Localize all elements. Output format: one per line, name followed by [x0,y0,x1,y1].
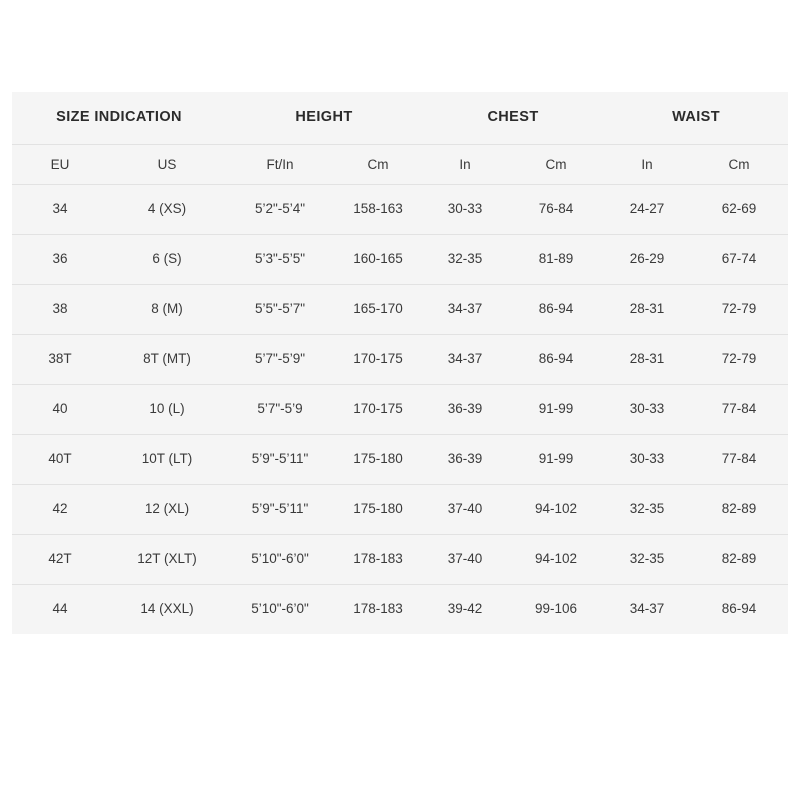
subheader-us: US [108,145,226,185]
cell-us: 4 (XS) [108,185,226,235]
cell-eu: 38T [12,335,108,385]
cell-us: 12 (XL) [108,485,226,535]
cell-height-ftin: 5’2"-5’4" [226,185,334,235]
cell-waist-cm: 72-79 [690,285,788,335]
cell-chest-in: 37-40 [422,534,508,584]
cell-height-ftin: 5’3"-5’5" [226,235,334,285]
cell-chest-cm: 91-99 [508,435,604,485]
cell-waist-cm: 67-74 [690,235,788,285]
cell-waist-cm: 82-89 [690,534,788,584]
cell-height-cm: 175-180 [334,435,422,485]
table-row [12,185,788,235]
cell-waist-cm: 77-84 [690,435,788,485]
cell-chest-in: 36-39 [422,385,508,435]
cell-height-ftin: 5’7"-5’9" [226,335,334,385]
table-row [12,435,788,485]
cell-eu: 44 [12,584,108,633]
cell-eu: 34 [12,185,108,235]
cell-chest-in: 34-37 [422,335,508,385]
cell-waist-in: 32-35 [604,485,690,535]
cell-us: 10T (LT) [108,435,226,485]
cell-chest-cm: 86-94 [508,335,604,385]
cell-eu: 40T [12,435,108,485]
cell-us: 8T (MT) [108,335,226,385]
group-header-chest: CHEST [422,92,604,145]
cell-height-cm: 160-165 [334,235,422,285]
group-header-size-indication: SIZE INDICATION [12,92,226,145]
group-header-height: HEIGHT [226,92,422,145]
cell-eu: 42 [12,485,108,535]
cell-us: 12T (XLT) [108,534,226,584]
size-chart-container [12,92,788,634]
table-row [12,385,788,435]
cell-chest-in: 37-40 [422,485,508,535]
cell-height-cm: 170-175 [334,335,422,385]
subheader-row [12,145,788,185]
cell-height-ftin: 5’10"-6’0" [226,534,334,584]
table-head [12,92,788,185]
cell-waist-cm: 72-79 [690,335,788,385]
cell-height-cm: 170-175 [334,385,422,435]
table-row [12,335,788,385]
cell-chest-in: 39-42 [422,584,508,633]
cell-us: 14 (XXL) [108,584,226,633]
cell-chest-cm: 94-102 [508,534,604,584]
subheader-height-ftin: Ft/In [226,145,334,185]
table-row [12,584,788,633]
subheader-chest-cm: Cm [508,145,604,185]
subheader-eu: EU [12,145,108,185]
cell-height-cm: 178-183 [334,584,422,633]
group-header-waist: WAIST [604,92,788,145]
cell-height-cm: 165-170 [334,285,422,335]
cell-height-ftin: 5’5"-5’7" [226,285,334,335]
cell-chest-in: 32-35 [422,235,508,285]
cell-chest-in: 30-33 [422,185,508,235]
cell-waist-in: 28-31 [604,285,690,335]
cell-waist-in: 30-33 [604,385,690,435]
cell-height-cm: 175-180 [334,485,422,535]
table-row [12,485,788,535]
cell-waist-cm: 62-69 [690,185,788,235]
cell-chest-cm: 81-89 [508,235,604,285]
cell-eu: 38 [12,285,108,335]
table-row [12,235,788,285]
cell-height-cm: 178-183 [334,534,422,584]
cell-height-ftin: 5’10"-6’0" [226,584,334,633]
cell-height-cm: 158-163 [334,185,422,235]
cell-height-ftin: 5’9"-5’11" [226,435,334,485]
cell-waist-cm: 82-89 [690,485,788,535]
cell-waist-in: 26-29 [604,235,690,285]
size-chart-table [12,92,788,634]
cell-waist-in: 28-31 [604,335,690,385]
group-header-row [12,92,788,145]
cell-chest-in: 36-39 [422,435,508,485]
cell-chest-cm: 76-84 [508,185,604,235]
cell-us: 8 (M) [108,285,226,335]
cell-waist-cm: 77-84 [690,385,788,435]
cell-eu: 40 [12,385,108,435]
subheader-chest-in: In [422,145,508,185]
cell-chest-cm: 91-99 [508,385,604,435]
cell-eu: 36 [12,235,108,285]
table-row [12,285,788,335]
cell-chest-cm: 99-106 [508,584,604,633]
cell-us: 6 (S) [108,235,226,285]
cell-waist-cm: 86-94 [690,584,788,633]
table-row [12,534,788,584]
cell-height-ftin: 5’9"-5’11" [226,485,334,535]
cell-eu: 42T [12,534,108,584]
table-body [12,185,788,634]
cell-us: 10 (L) [108,385,226,435]
subheader-waist-cm: Cm [690,145,788,185]
cell-height-ftin: 5’7"-5’9 [226,385,334,435]
cell-waist-in: 32-35 [604,534,690,584]
cell-chest-cm: 94-102 [508,485,604,535]
subheader-waist-in: In [604,145,690,185]
cell-chest-cm: 86-94 [508,285,604,335]
cell-waist-in: 24-27 [604,185,690,235]
cell-chest-in: 34-37 [422,285,508,335]
subheader-height-cm: Cm [334,145,422,185]
cell-waist-in: 30-33 [604,435,690,485]
cell-waist-in: 34-37 [604,584,690,633]
